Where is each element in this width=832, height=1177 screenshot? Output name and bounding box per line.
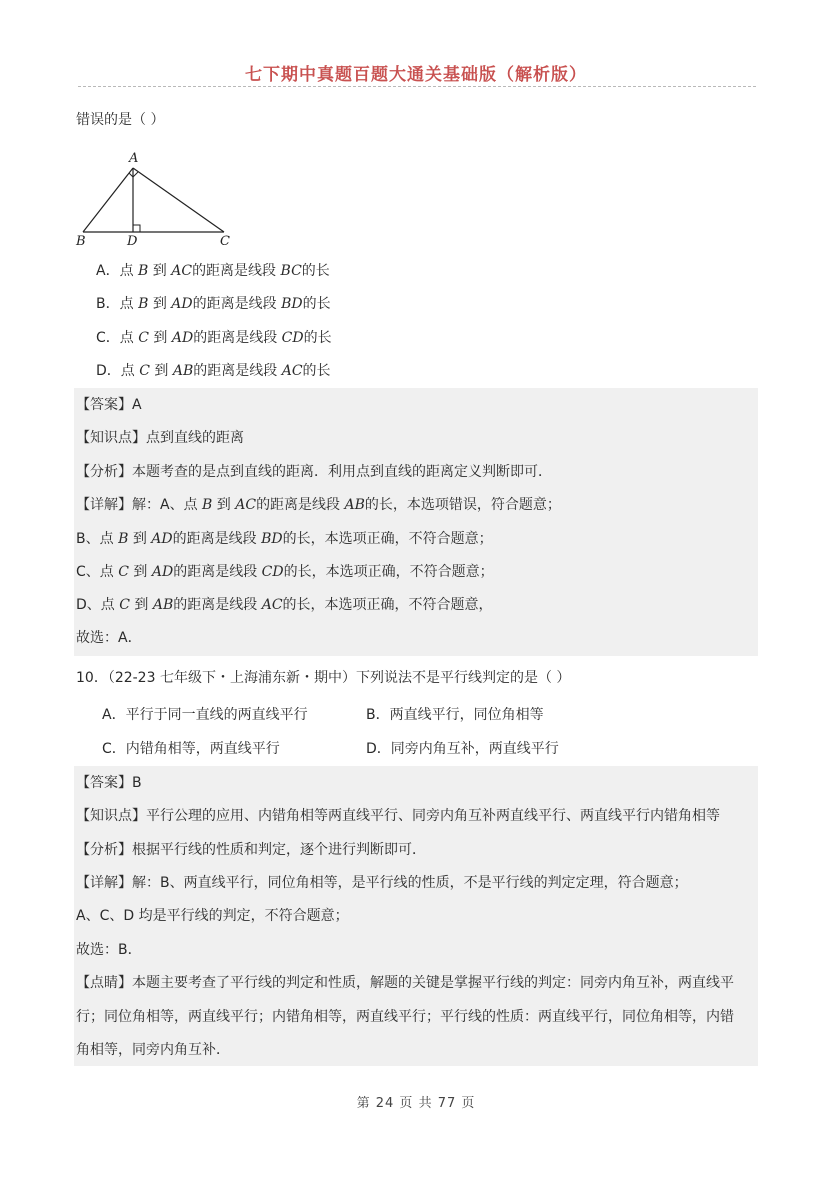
q9-answer: 【答案】A [76, 397, 142, 413]
segment-ab [83, 168, 133, 232]
label-c: C [220, 234, 230, 248]
q10-option-c: C．内错角相等，两直线平行 [102, 741, 280, 757]
q9-stem: 错误的是（ ） [76, 112, 165, 128]
q9-option-d: D．点 C 到 AB的距离是线段 AC的长 [96, 363, 331, 379]
q9-analysis: 【分析】本题考查的是点到直线的距离．利用点到直线的距离定义判断即可． [76, 464, 552, 480]
q10-choice: 故选：B． [76, 942, 142, 958]
q9-detail-line-4: D、点 C 到 AB的距离是线段 AC的长，本选项正确，不符合题意， [76, 597, 493, 613]
q9-choice: 故选：A． [76, 630, 142, 646]
q10-detail-line-1: 【详解】解：B、两直线平行，同位角相等，是平行线的性质，不是平行线的判定定理，符合题意； [76, 875, 688, 891]
label-a: A [129, 151, 139, 166]
label-b: B [76, 234, 86, 248]
q10-comment-line-1: 【点睛】本题主要考查了平行线的判定和性质，解题的关键是掌握平行线的判定：同旁内角互补，两直线平 [76, 975, 734, 991]
q10-analysis: 【分析】根据平行线的性质和判定，逐个进行判断即可． [76, 842, 426, 858]
q9-knowledge: 【知识点】点到直线的距离 [76, 430, 244, 446]
page-title: 七下期中真题百题大通关基础版（解析版） [245, 65, 587, 85]
q10-knowledge: 【知识点】平行公理的应用、内错角相等两直线平行、同旁内角互补两直线平行、两直线平行内错角相等 [76, 808, 720, 824]
right-angle-d [133, 225, 140, 232]
segment-ac [133, 168, 224, 232]
q9-option-a: A．点 B 到 AC的距离是线段 BC的长 [96, 263, 330, 279]
q10-stem: 10．（22-23 七年级下・上海浦东新・期中）下列说法不是平行线判定的是（ ） [76, 670, 571, 686]
q10-comment-line-3: 角相等，同旁内角互补． [76, 1042, 230, 1058]
q10-option-b: B．两直线平行，同位角相等 [366, 707, 544, 723]
label-d: D [127, 234, 138, 248]
q9-option-b: B．点 B 到 AD的距离是线段 BD的长 [96, 296, 331, 312]
q9-triangle-figure [74, 148, 244, 248]
q10-comment-line-2: 行；同位角相等，两直线平行；内错角相等，两直线平行；平行线的性质：两直线平行，同位角相等，内错 [76, 1009, 734, 1025]
title-divider [78, 86, 756, 87]
q9-detail-line-1: 【详解】解：A、点 B 到 AC的距离是线段 AB的长，本选项错误，符合题意； [76, 497, 561, 513]
page-number-footer: 第 24 页 共 77 页 [356, 1096, 476, 1111]
q9-detail-line-3: C、点 C 到 AD的距离是线段 CD的长，本选项正确，不符合题意； [76, 564, 494, 580]
q9-detail-line-2: B、点 B 到 AD的距离是线段 BD的长，本选项正确，不符合题意； [76, 531, 493, 547]
q10-detail-line-2: A、C、D 均是平行线的判定，不符合题意； [76, 908, 349, 924]
q10-option-d: D．同旁内角互补，两直线平行 [366, 741, 559, 757]
q10-option-a: A．平行于同一直线的两直线平行 [102, 707, 308, 723]
q10-answer: 【答案】B [76, 775, 142, 791]
q9-option-c: C．点 C 到 AD的距离是线段 CD的长 [96, 330, 332, 346]
